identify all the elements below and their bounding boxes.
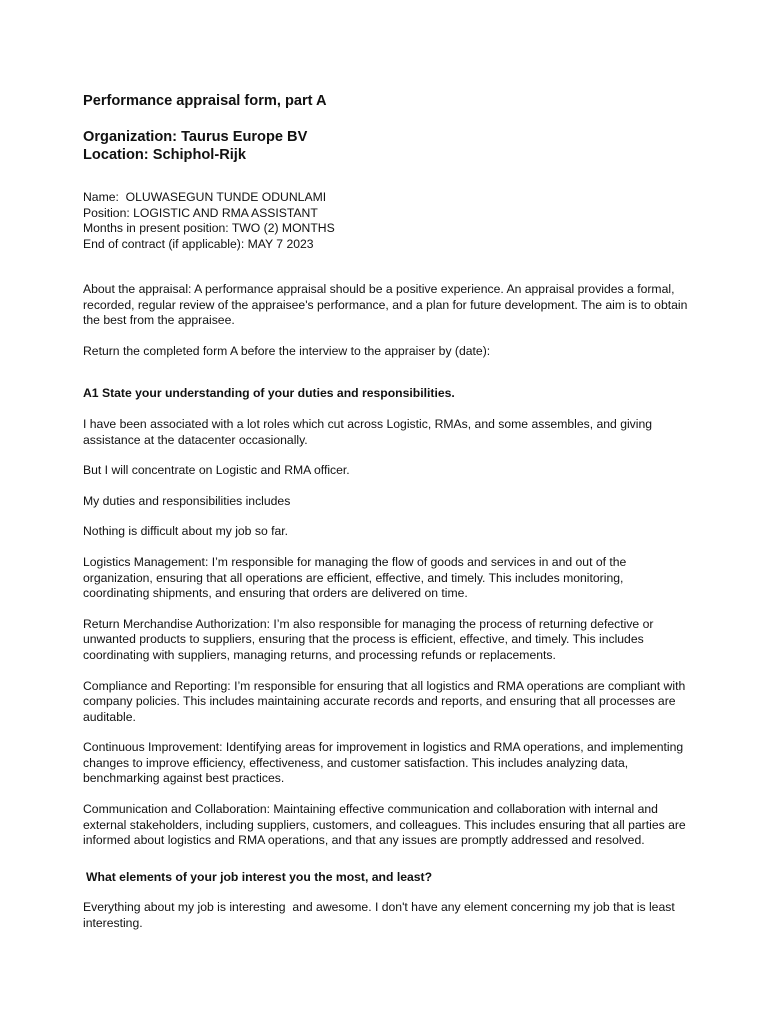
- form-title: Performance appraisal form, part A: [83, 93, 327, 109]
- a1-paragraph: I have been associated with a lot roles which cut across Logistic, RMAs, and some assembles, and giving assistance at the datacenter occasionally.: [83, 416, 653, 447]
- a1-paragraph: Nothing is difficult about my job so far.: [83, 524, 289, 539]
- a1-paragraph-improvement: Continuous Improvement: Identifying areas for improvement in logistics and RMA operations, and implementing changes to improve efficiency, effectiveness, and customer satisfaction. This includes analyzing data, benchmarking against best practices.: [83, 740, 684, 786]
- organization-block: [83, 128, 693, 164]
- return-instruction-text: Return the completed form A before the interview to the appraiser by (date):: [83, 343, 491, 358]
- section-q2-heading: What elements of your job interest you the most, and least?: [86, 869, 433, 884]
- organization-name: Organization: Taurus Europe BV: [83, 129, 308, 145]
- q2-answer: Everything about my job is interesting and awesome. I don't have any element concerning my job that is least interesting.: [83, 900, 679, 931]
- document-page: [83, 92, 693, 932]
- a1-paragraph-compliance: Compliance and Reporting: I’m responsible for ensuring that all logistics and RMA operations are compliant with company policies. This includes maintaining accurate records and reports, and ensuring that all processes are auditable.: [83, 678, 686, 724]
- employee-position: Position: LOGISTIC AND RMA ASSISTANT: [83, 205, 318, 220]
- employee-contract-end: End of contract (if applicable): MAY 7 2023: [83, 236, 314, 251]
- employee-months: Months in present position: TWO (2) MONTHS: [83, 221, 335, 235]
- a1-paragraph: But I will concentrate on Logistic and RMA officer.: [83, 463, 350, 478]
- employee-name: Name: OLUWASEGUN TUNDE ODUNLAMI: [83, 190, 327, 204]
- employee-details: [83, 190, 693, 252]
- about-appraisal-text: About the appraisal: A performance appraisal should be a positive experience. An appraisal provides a formal, recorded, regular review of the appraisee's performance, and a plan for future development. The aim is to obtain the best from the appraisee.: [83, 282, 688, 328]
- a1-paragraph-logistics: Logistics Management: I’m responsible for managing the flow of goods and services in and out of the organization, ensuring that all operations are efficient, effective, and timely. This includes monitoring, coordinating shipments, and ensuring that orders are delivered on time.: [83, 554, 627, 601]
- a1-paragraph: My duties and responsibilities includes: [83, 493, 291, 508]
- a1-paragraph-communication: Communication and Collaboration: Maintaining effective communication and collaboration with internal and external stakeholders, including suppliers, customers, and colleagues. This includes ensuring that all parties are informed about logistics and RMA operations, and that any issues are promptly addressed and resolved.: [83, 802, 686, 848]
- a1-paragraph-rma: Return Merchandise Authorization: I’m also responsible for managing the process of returning defective or unwanted products to suppliers, ensuring that the process is efficient, effective, and timely. This includes coordinating with suppliers, managing returns, and processing refunds or replacements.: [83, 616, 654, 662]
- section-a1-heading: A1 State your understanding of your duties and responsibilities.: [83, 386, 455, 401]
- organization-location: Location: Schiphol-Rijk: [83, 147, 246, 163]
